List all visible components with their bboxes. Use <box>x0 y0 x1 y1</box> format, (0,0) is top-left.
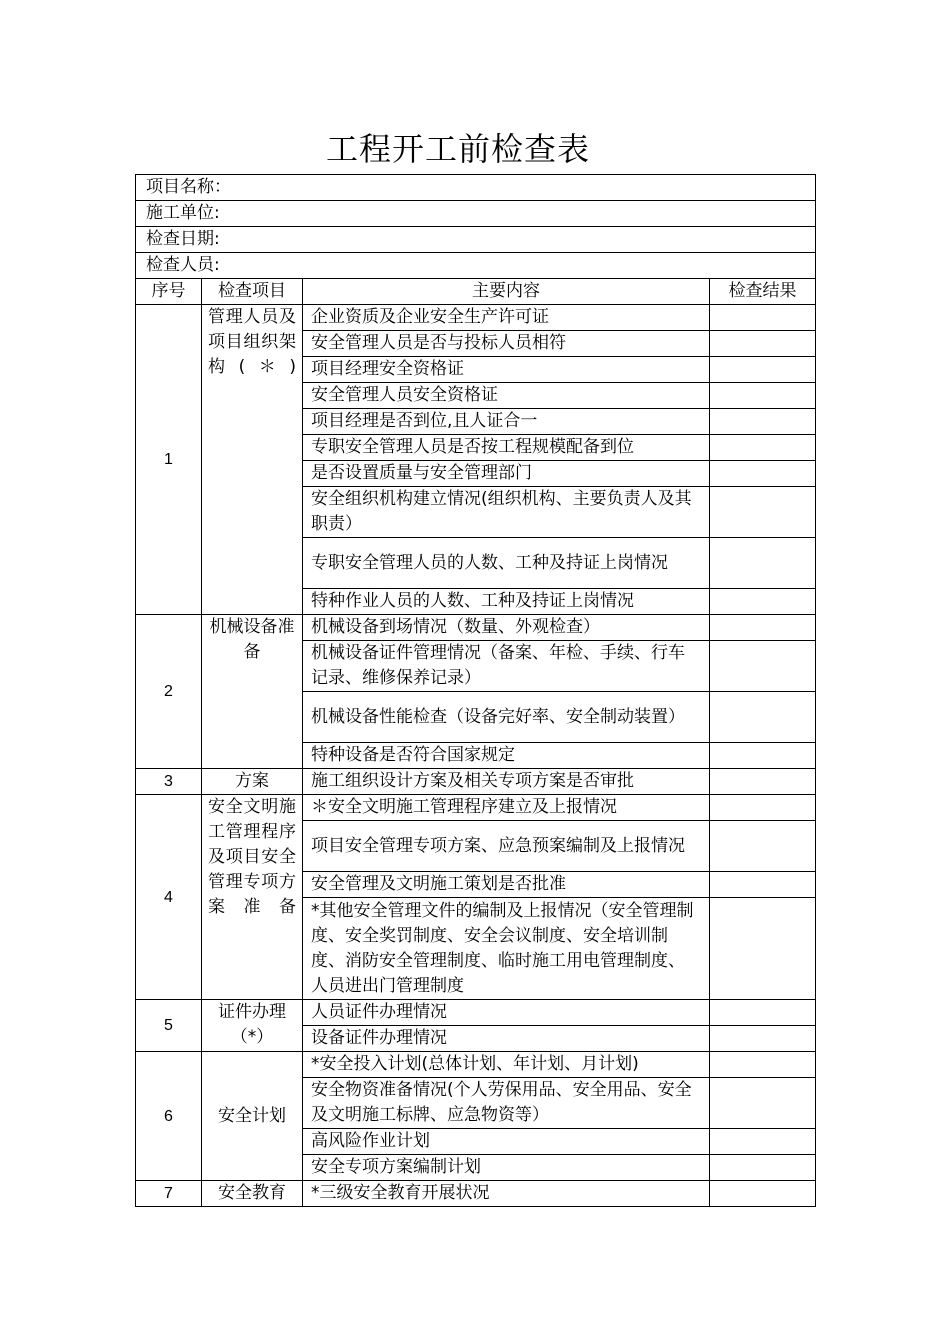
check-result-cell[interactable] <box>710 1155 816 1181</box>
check-content: 安全专项方案编制计划 <box>303 1155 710 1181</box>
info-row-check-date <box>136 227 816 253</box>
check-result-cell[interactable] <box>710 383 816 409</box>
check-content: 施工组织设计方案及相关专项方案是否审批 <box>303 769 710 795</box>
check-result-cell[interactable] <box>710 821 816 872</box>
header-result: 检查结果 <box>710 279 816 305</box>
section-number: 4 <box>136 795 202 1000</box>
check-result-cell[interactable] <box>710 1026 816 1052</box>
check-result-cell[interactable] <box>710 615 816 641</box>
section-number: 2 <box>136 615 202 769</box>
check-content: 机械设备证件管理情况（备案、年检、手续、行车记录、维修保养记录） <box>303 641 710 692</box>
check-content: 人员证件办理情况 <box>303 1000 710 1026</box>
header-no: 序号 <box>136 279 202 305</box>
section-number: 1 <box>136 305 202 615</box>
check-content: *三级安全教育开展状况 <box>303 1181 710 1207</box>
section-item: 安全教育 <box>202 1181 303 1207</box>
check-result-cell[interactable] <box>710 872 816 898</box>
check-result-cell[interactable] <box>710 435 816 461</box>
page-title: 工程开工前检查表 <box>325 130 590 168</box>
section-item: 机械设备准备 <box>202 615 303 769</box>
project-name-field[interactable]: 项目名称： <box>136 175 816 201</box>
check-result-cell[interactable] <box>710 769 816 795</box>
header-row <box>136 279 816 305</box>
check-result-cell[interactable] <box>710 898 816 1000</box>
check-result-cell[interactable] <box>710 461 816 487</box>
check-result-cell[interactable] <box>710 538 816 589</box>
check-result-cell[interactable] <box>710 409 816 435</box>
header-item: 检查项目 <box>202 279 303 305</box>
check-result-cell[interactable] <box>710 331 816 357</box>
table-row <box>136 1181 816 1207</box>
check-content: 专职安全管理人员是否按工程规模配备到位 <box>303 435 710 461</box>
info-row-project-name <box>136 175 816 201</box>
check-content: 企业资质及企业安全生产许可证 <box>303 305 710 331</box>
check-content: 是否设置质量与安全管理部门 <box>303 461 710 487</box>
check-result-cell[interactable] <box>710 1000 816 1026</box>
check-result-cell[interactable] <box>710 743 816 769</box>
check-content: 机械设备性能检查（设备完好率、安全制动装置） <box>303 692 710 743</box>
check-content: 安全组织机构建立情况(组织机构、主要负责人及其职责） <box>303 487 710 538</box>
check-content: 安全管理人员安全资格证 <box>303 383 710 409</box>
check-content: 安全管理及文明施工策划是否批准 <box>303 872 710 898</box>
check-result-cell[interactable] <box>710 795 816 821</box>
section-number: 3 <box>136 769 202 795</box>
inspection-table-body <box>136 175 816 1207</box>
contractor-field[interactable]: 施工单位: <box>136 201 816 227</box>
check-content: 设备证件办理情况 <box>303 1026 710 1052</box>
header-content: 主要内容 <box>303 279 710 305</box>
check-result-cell[interactable] <box>710 357 816 383</box>
check-result-cell[interactable] <box>710 487 816 538</box>
check-result-cell[interactable] <box>710 641 816 692</box>
check-result-cell[interactable] <box>710 1052 816 1078</box>
table-row <box>136 305 816 331</box>
section-item: 方案 <box>202 769 303 795</box>
info-row-inspector <box>136 253 816 279</box>
check-content: 安全管理人员是否与投标人员相符 <box>303 331 710 357</box>
check-result-cell[interactable] <box>710 305 816 331</box>
section-number: 6 <box>136 1052 202 1181</box>
section-number: 5 <box>136 1000 202 1052</box>
check-content: *其他安全管理文件的编制及上报情况（安全管理制度、安全奖罚制度、安全会议制度、安全培训制度、消防安全管理制度、临时施工用电管理制度、人员进出门管理制度 <box>303 898 710 1000</box>
check-result-cell[interactable] <box>710 692 816 743</box>
check-content: 特种设备是否符合国家规定 <box>303 743 710 769</box>
check-content: 特种作业人员的人数、工种及持证上岗情况 <box>303 589 710 615</box>
table-row <box>136 1000 816 1026</box>
check-content: 项目安全管理专项方案、应急预案编制及上报情况 <box>303 821 710 872</box>
section-item: 管理人员及项目组织架构(＊) <box>202 305 303 615</box>
table-row <box>136 795 816 821</box>
check-content: 高风险作业计划 <box>303 1129 710 1155</box>
section-item: 证件办理（*） <box>202 1000 303 1052</box>
check-content: 专职安全管理人员的人数、工种及持证上岗情况 <box>303 538 710 589</box>
check-result-cell[interactable] <box>710 589 816 615</box>
check-content: 项目经理安全资格证 <box>303 357 710 383</box>
check-content: *安全投入计划(总体计划、年计划、月计划) <box>303 1052 710 1078</box>
inspector-field[interactable]: 检查人员: <box>136 253 816 279</box>
info-row-contractor <box>136 201 816 227</box>
check-content: ＊安全文明施工管理程序建立及上报情况 <box>303 795 710 821</box>
check-content: 机械设备到场情况（数量、外观检查） <box>303 615 710 641</box>
section-number: 7 <box>136 1181 202 1207</box>
check-content: 项目经理是否到位,且人证合一 <box>303 409 710 435</box>
check-content: 安全物资准备情况(个人劳保用品、安全用品、安全及文明施工标牌、应急物资等） <box>303 1078 710 1129</box>
section-item: 安全计划 <box>202 1052 303 1181</box>
check-result-cell[interactable] <box>710 1129 816 1155</box>
table-row <box>136 1052 816 1078</box>
table-row <box>136 769 816 795</box>
table-row <box>136 615 816 641</box>
check-date-field[interactable]: 检查日期: <box>136 227 816 253</box>
section-item: 安全文明施工管理程序及项目安全管理专项方案准备 <box>202 795 303 1000</box>
inspection-table <box>135 174 816 1207</box>
check-result-cell[interactable] <box>710 1181 816 1207</box>
check-result-cell[interactable] <box>710 1078 816 1129</box>
